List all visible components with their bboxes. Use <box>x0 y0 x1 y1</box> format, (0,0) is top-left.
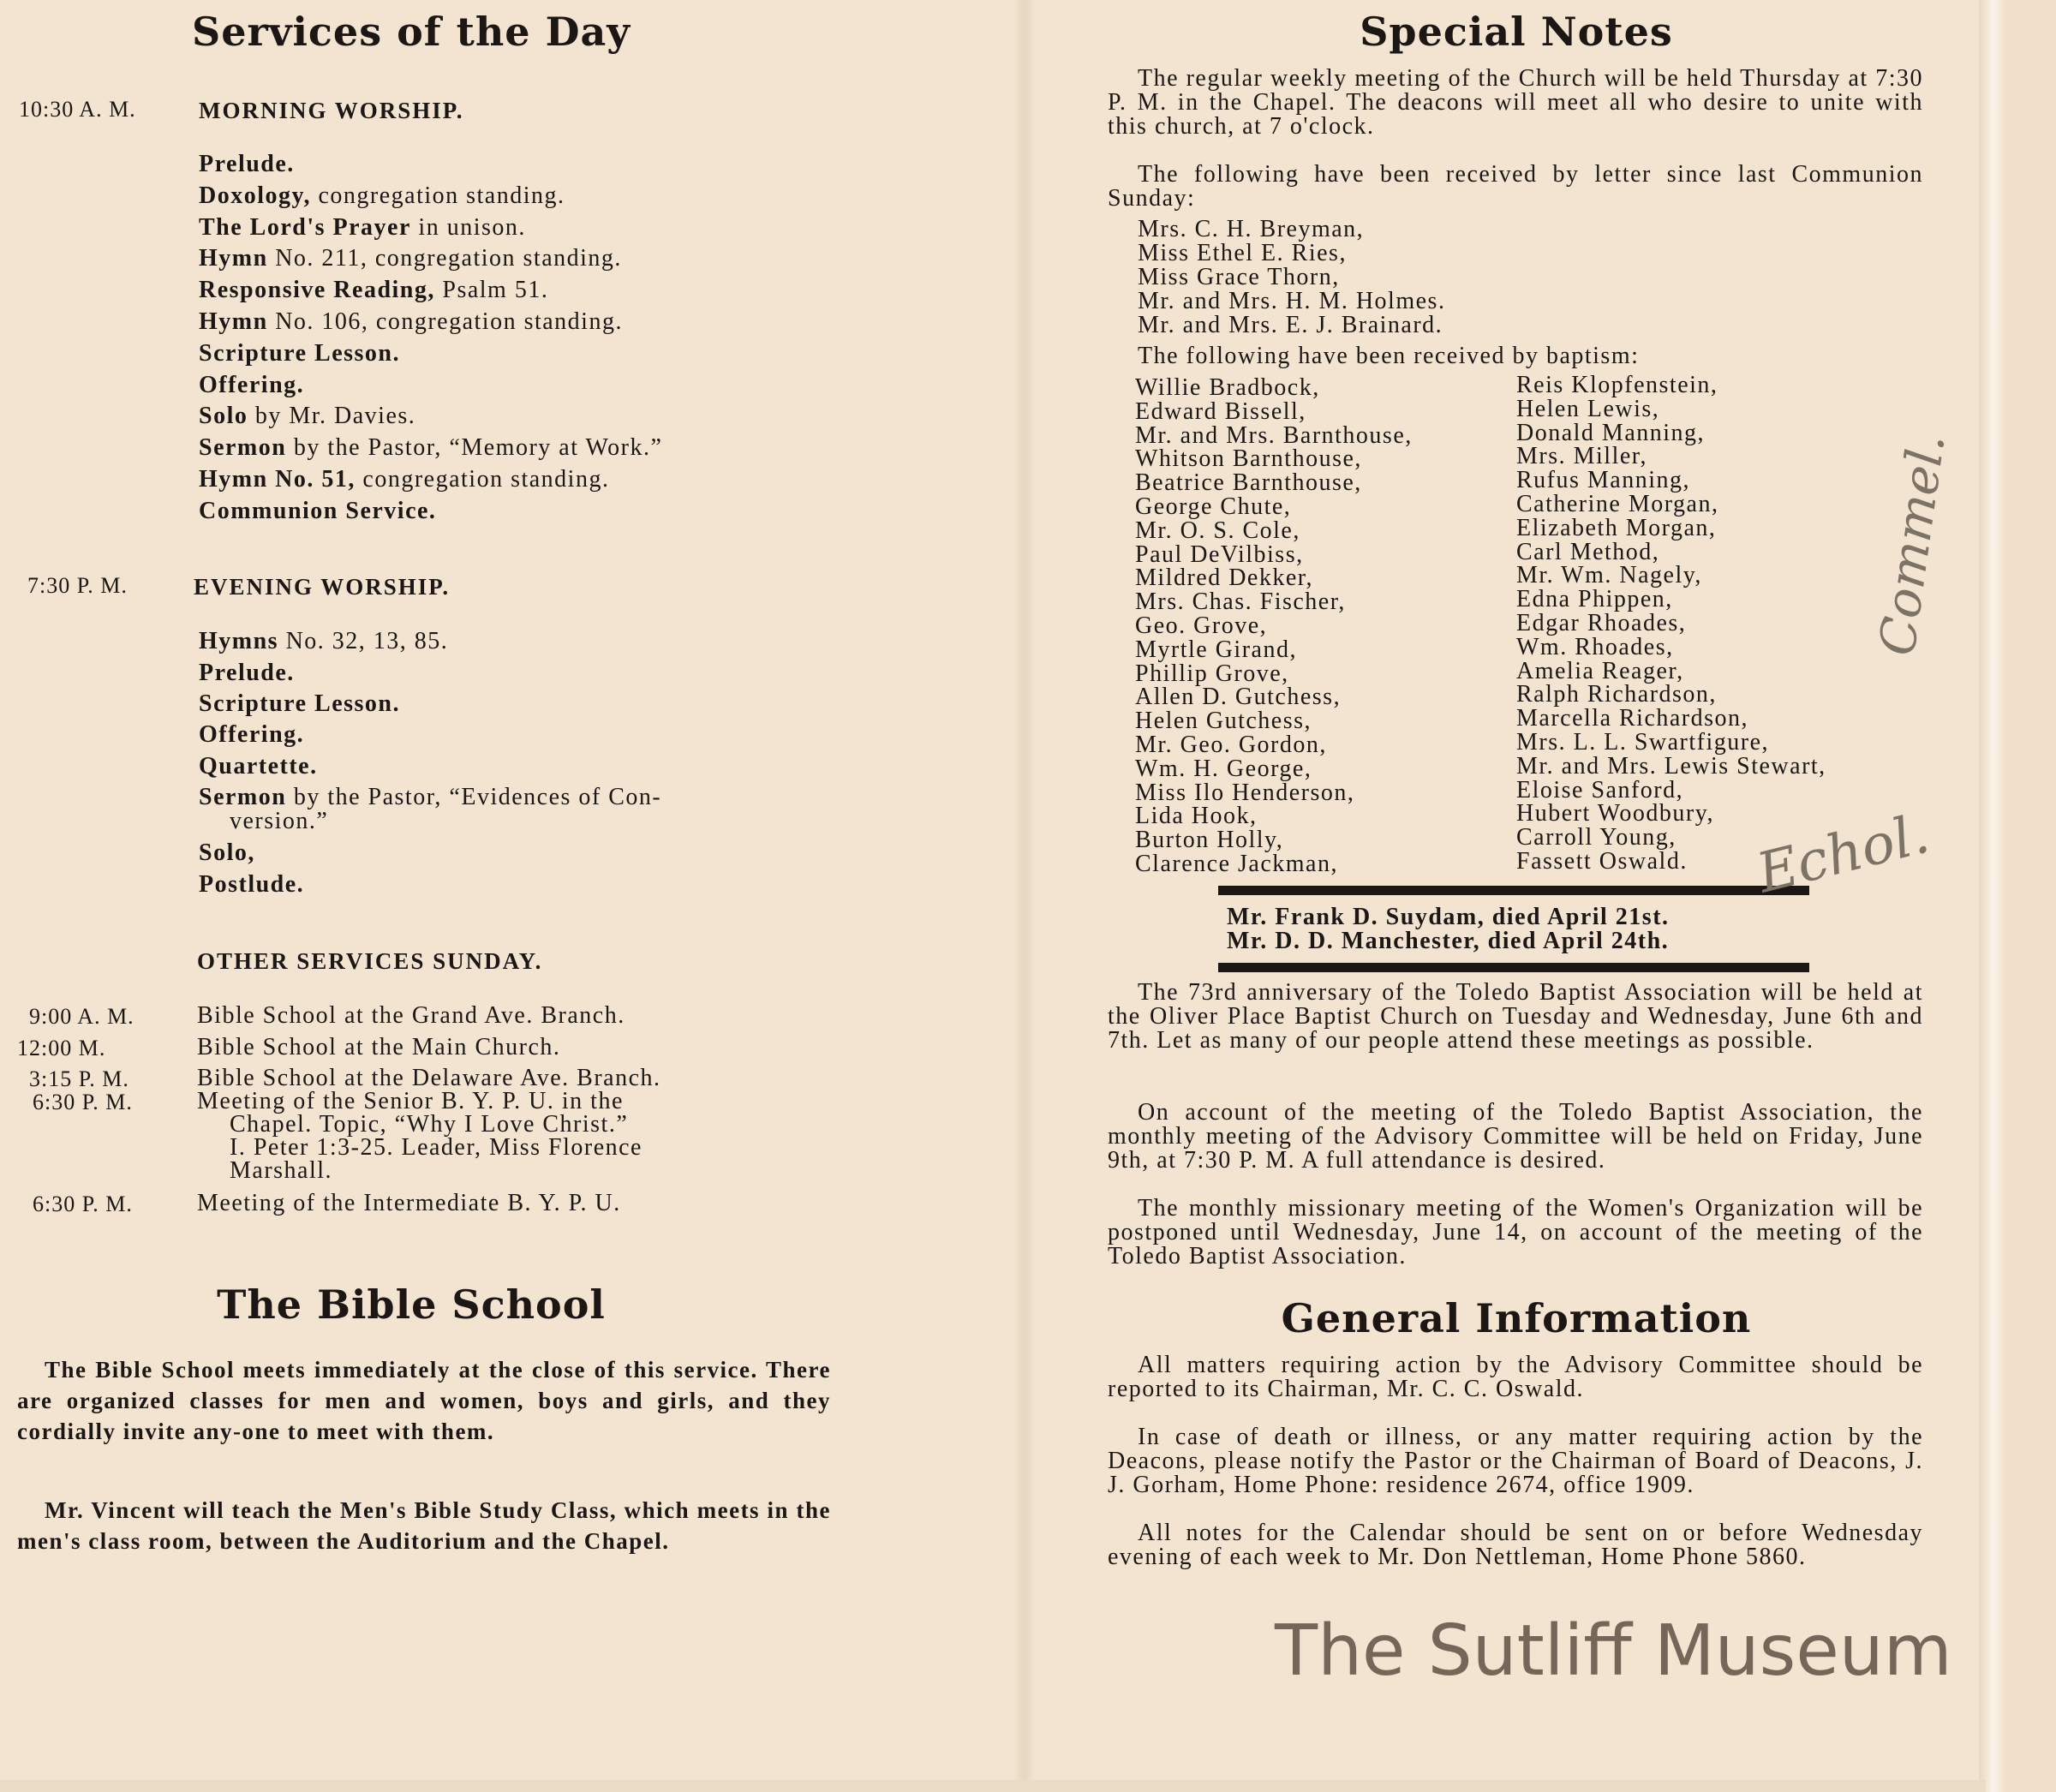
order-item-detail: by the Pastor, “Evidences of Con- <box>286 784 662 810</box>
order-item-detail: No. 106, congregation standing. <box>267 308 623 335</box>
notes-paragraph-2: The following have been received by letter since last Communion Sunday: <box>1108 161 1923 212</box>
member-name: Edna Phippen, <box>1516 586 1673 613</box>
service-time: 3:15 P. M. <box>29 1066 129 1091</box>
order-item-detail: congregation standing. <box>355 466 610 493</box>
member-name: Paul DeVilbiss, <box>1135 541 1304 568</box>
service-time: 9:00 A. M. <box>29 1004 134 1029</box>
order-item <box>199 372 304 399</box>
notes-paragraph-4: On account of the meeting of the Toledo Baptist Association, the monthly meeting of the Advisory Committee will be held on Friday, June 9th, at 7:30 P. M. A full attendance is desired. <box>1108 1099 1923 1174</box>
order-item <box>199 245 622 272</box>
general-paragraph-3: All notes for the Calendar should be sent on or before Wednesday evening of each week to Mr. Don Nettleman, Home Phone 5860. <box>1108 1520 1923 1570</box>
center-fold <box>1013 0 1036 1792</box>
order-item-detail: No. 32, 13, 85. <box>278 628 449 654</box>
service-description: Bible School at the Delaware Ave. Branch. <box>197 1065 661 1091</box>
member-name: Carroll Young, <box>1516 824 1676 851</box>
handwritten-margin-note: Commel. <box>1868 429 1957 660</box>
order-item-name: Hymns <box>199 628 279 654</box>
other-services-heading: OTHER SERVICES SUNDAY. <box>197 948 543 974</box>
order-item <box>199 753 318 780</box>
member-name: Geo. Grove, <box>1135 612 1268 639</box>
order-item-name: Quartette. <box>199 753 318 780</box>
member-name: Mrs. Chas. Fischer, <box>1135 588 1346 616</box>
order-item-name: Hymn <box>199 308 268 335</box>
member-name: Edgar Rhoades, <box>1516 610 1687 636</box>
service-description: Marshall. <box>230 1157 333 1184</box>
bible-school-paragraph-2: Mr. Vincent will teach the Men's Bible Study Class, which meets in the men's class room, between the Auditorium and the Chapel. <box>17 1497 831 1554</box>
page-bottom-edge <box>0 1780 1986 1792</box>
order-item <box>199 151 295 178</box>
general-paragraph-1: All matters requiring action by the Advisory Committee should be reported to its Chairman, Mr. C. C. Oswald. <box>1108 1352 1923 1402</box>
order-item <box>199 871 304 899</box>
member-name: Mrs. C. H. Breyman, <box>1138 216 1365 242</box>
bible-school-title: The Bible School <box>217 1281 606 1328</box>
order-item-detail: version.” <box>230 808 329 834</box>
morning-heading: MORNING WORSHIP. <box>199 98 464 123</box>
member-name: Willie Bradbock, <box>1135 374 1320 401</box>
member-name: Helen Lewis, <box>1516 395 1660 422</box>
order-item <box>230 808 328 835</box>
order-item-name: Hymn No. 51, <box>199 466 356 493</box>
member-name: Hubert Woodbury, <box>1516 800 1714 827</box>
order-item-detail: by Mr. Davies. <box>248 403 416 430</box>
member-name: Mr. Geo. Gordon, <box>1135 732 1327 758</box>
service-description: Chapel. Topic, “Why I Love Christ.” <box>230 1111 629 1138</box>
order-item-detail: congregation standing. <box>310 182 565 209</box>
order-item-name: Doxology, <box>199 182 311 209</box>
service-time: 6:30 P. M. <box>33 1090 133 1114</box>
notes-paragraph-3: The 73rd anniversary of the Toledo Baptist Association will be held at the Oliver Place Baptist Church on Tuesday and Wednesday, June 6th and 7th. Let as many of our people attend these meetings as possible. <box>1108 979 1923 1054</box>
member-name: Wm. Rhoades, <box>1516 633 1674 660</box>
order-item <box>199 214 526 242</box>
order-item-detail: in unison. <box>410 213 526 241</box>
obituary-rule-bottom <box>1218 963 1809 972</box>
special-notes-title: Special Notes <box>1360 9 1673 55</box>
bible-school-paragraph-1: The Bible School meets immediately at the close of this service. There are organized classes for men and women, boys and girls, and they cordially invite any-one to meet with them. <box>17 1357 831 1444</box>
notes-paragraph-1: The regular weekly meeting of the Church will be held Thursday at 7:30 P. M. in the Chapel. The deacons will meet all who desire to unite with this church, at 7 o'clock. <box>1108 65 1923 140</box>
member-name: Miss Ilo Henderson, <box>1135 779 1355 806</box>
order-item-name: Prelude. <box>199 660 295 686</box>
museum-watermark: The Sutliff Museum <box>1275 1610 1952 1692</box>
member-name: Catherine Morgan, <box>1516 491 1719 517</box>
morning-time: 10:30 A. M. <box>19 97 136 122</box>
order-item <box>199 839 255 867</box>
order-item-name: Solo <box>199 403 248 430</box>
evening-heading: EVENING WORSHIP. <box>194 574 451 600</box>
member-name: Donald Manning, <box>1516 419 1706 446</box>
member-name: Lida Hook, <box>1135 803 1258 830</box>
obituary-line-1: Mr. Frank D. Suydam, died April 21st. <box>1227 904 1670 930</box>
member-name: Fassett Oswald. <box>1516 848 1688 875</box>
member-name: Rufus Manning, <box>1516 467 1690 494</box>
general-paragraph-2: In case of death or illness, or any matter requiring action by the Deacons, please notify the Pastor or the Chairman of Board of Deacons, J. J. Gorham, Home Phone: residence 2674, office 1909. <box>1108 1424 1923 1498</box>
order-item-name: Solo, <box>199 839 255 866</box>
member-name: Mrs. L. L. Swartfigure, <box>1516 729 1770 756</box>
member-name: Ralph Richardson, <box>1516 681 1717 708</box>
order-item-name: Postlude. <box>199 871 305 898</box>
service-description: Meeting of the Senior B. Y. P. U. in the <box>197 1088 624 1114</box>
order-item-name: Offering. <box>199 371 305 398</box>
member-name: Clarence Jackman, <box>1135 851 1338 877</box>
order-item <box>199 466 609 493</box>
member-name: Mr. and Mrs. Lewis Stewart, <box>1516 752 1826 780</box>
order-item <box>199 660 295 687</box>
order-item <box>199 403 415 430</box>
page-edge <box>1979 0 2005 1792</box>
order-item <box>199 340 400 367</box>
member-name: Mildred Dekker, <box>1135 564 1313 592</box>
member-name: Edward Bissell, <box>1135 397 1306 425</box>
member-name: Carl Method, <box>1516 538 1660 565</box>
member-name: Reis Klopfenstein, <box>1516 372 1718 398</box>
member-name: Mr. and Mrs. Barnthouse, <box>1135 421 1413 449</box>
order-item-name: Scripture Lesson. <box>199 339 400 367</box>
order-item-name: Scripture Lesson. <box>199 690 400 717</box>
member-name: Mr. and Mrs. E. J. Brainard. <box>1138 312 1443 338</box>
order-item-name: The Lord's Prayer <box>199 213 411 241</box>
order-item <box>199 182 565 210</box>
member-name: Helen Gutchess, <box>1135 708 1312 735</box>
order-item <box>199 498 436 525</box>
order-item-name: Responsive Reading, <box>199 277 435 304</box>
member-name: Allen D. Gutchess, <box>1135 684 1342 711</box>
member-name: Marcella Richardson, <box>1516 705 1749 732</box>
order-item <box>199 434 662 462</box>
member-name: Eloise Sanford, <box>1516 776 1684 803</box>
member-name: Myrtle Girand, <box>1135 636 1297 663</box>
notes-paragraph-5: The monthly missionary meeting of the Women's Organization will be postponed until Wednesday, June 14, on account of the meeting of the Toledo Baptist Association. <box>1108 1195 1923 1269</box>
obituary-line-2: Mr. D. D. Manchester, died April 24th. <box>1227 928 1670 954</box>
order-item-detail: Psalm 51. <box>434 277 549 304</box>
service-description: I. Peter 1:3-25. Leader, Miss Florence <box>230 1134 642 1161</box>
order-item <box>199 721 304 749</box>
order-item <box>199 690 400 718</box>
order-item <box>199 308 623 336</box>
member-name: Mr. and Mrs. H. M. Holmes. <box>1138 288 1446 314</box>
order-item-name: Prelude. <box>199 151 295 177</box>
service-description: Bible School at the Main Church. <box>197 1034 561 1060</box>
member-name: Burton Holly, <box>1135 827 1284 854</box>
evening-time: 7:30 P. M. <box>27 573 128 598</box>
member-name: Mr. Wm. Nagely, <box>1516 562 1702 589</box>
order-item <box>199 628 448 655</box>
member-name: Mrs. Miller, <box>1516 443 1647 470</box>
member-name: Elizabeth Morgan, <box>1516 514 1717 541</box>
member-name: Amelia Reager, <box>1516 657 1684 684</box>
member-name: Phillip Grove, <box>1135 660 1289 687</box>
background-strip <box>2005 0 2056 1792</box>
order-item-name: Hymn <box>199 245 268 272</box>
member-name: Beatrice Barnthouse, <box>1135 469 1362 497</box>
services-title: Services of the Day <box>192 9 631 55</box>
member-name: Mr. O. S. Cole, <box>1135 517 1300 544</box>
member-name: Miss Grace Thorn, <box>1138 264 1340 290</box>
member-name: Whitson Barnthouse, <box>1135 445 1362 473</box>
service-time: 6:30 P. M. <box>33 1192 133 1216</box>
baptism-intro: The following have been received by baptism: <box>1138 343 1640 369</box>
service-time: 12:00 M. <box>17 1036 106 1060</box>
order-item-name: Offering. <box>199 721 305 748</box>
service-description: Meeting of the Intermediate B. Y. P. U. <box>197 1190 621 1216</box>
member-name: Wm. H. George, <box>1135 755 1312 782</box>
order-item-name: Sermon <box>199 784 287 810</box>
service-description: Bible School at the Grand Ave. Branch. <box>197 1002 625 1029</box>
order-item <box>199 277 548 304</box>
obituary-rule-top <box>1218 886 1809 895</box>
order-item-name: Communion Service. <box>199 497 437 524</box>
order-item-name: Sermon <box>199 434 287 462</box>
handwritten-note: Echol. <box>1751 802 1936 906</box>
member-name: George Chute, <box>1135 493 1292 520</box>
order-item-detail: by the Pastor, “Memory at Work.” <box>286 434 663 462</box>
order-item-detail: No. 211, congregation standing. <box>267 245 622 272</box>
general-information-title: General Information <box>1281 1295 1752 1341</box>
member-name: Miss Ethel E. Ries, <box>1138 240 1347 266</box>
